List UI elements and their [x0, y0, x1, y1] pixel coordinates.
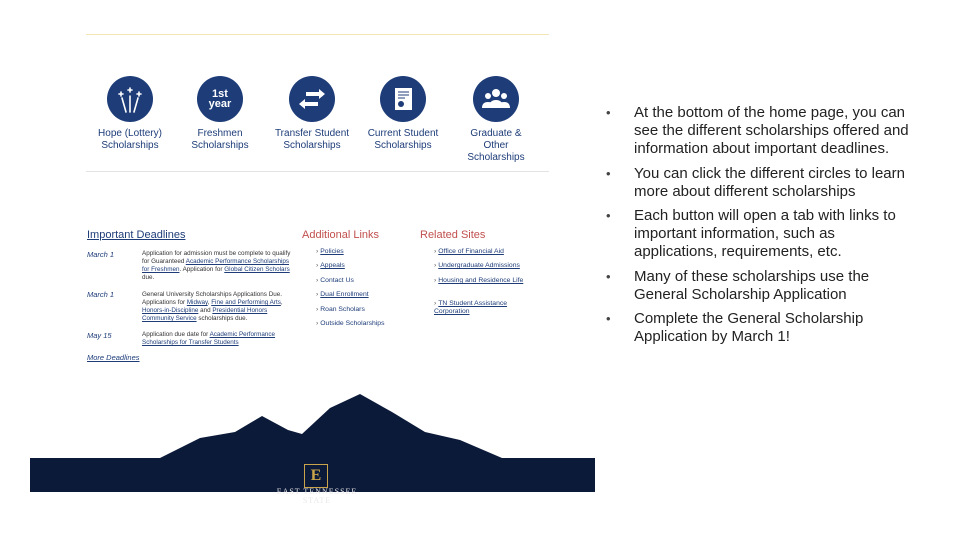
- deadline-link[interactable]: Academic Performance Scholarships for Transfer Students: [142, 331, 276, 346]
- related-site-housing[interactable]: › Housing and Residence Life: [434, 277, 524, 284]
- university-logo: E: [304, 464, 328, 488]
- additional-link-label[interactable]: Dual Enrollment: [320, 291, 369, 298]
- bullet-icon: •: [606, 208, 611, 224]
- additional-links-heading: Additional Links: [302, 229, 380, 241]
- related-site-admissions[interactable]: › Undergraduate Admissions: [434, 262, 520, 269]
- deadline-text-part: ,: [207, 299, 212, 306]
- people-group-icon: [481, 84, 511, 114]
- category-freshmen[interactable]: [173, 76, 267, 152]
- deadline-text-part: scholarships due.: [196, 315, 248, 322]
- deadline-text-part: Application due date for: [142, 331, 210, 338]
- additional-link-label[interactable]: Policies: [320, 248, 344, 255]
- note-item: • Complete the General Scholarship Application by March 1!: [606, 310, 864, 346]
- deadline-link[interactable]: Global Citizen Scholars: [224, 266, 290, 273]
- bullet-icon: •: [606, 268, 611, 284]
- deadline-link[interactable]: Academic Performance Scholarships for Freshmen: [142, 258, 290, 273]
- additional-link-label[interactable]: Roan Scholars: [320, 306, 365, 313]
- category-circle[interactable]: [197, 76, 243, 122]
- additional-link-label[interactable]: Outside Scholarships: [320, 320, 385, 327]
- additional-link-label[interactable]: Contact Us: [320, 277, 354, 284]
- category-current[interactable]: [356, 76, 450, 152]
- category-label: Freshmen Scholarships: [191, 128, 249, 151]
- additional-link-outside[interactable]: › Outside Scholarships: [316, 320, 385, 327]
- university-name: EAST TENNESSEE STATE: [276, 487, 358, 505]
- deadline-text-part: and: [198, 307, 213, 314]
- category-circle[interactable]: [107, 76, 153, 122]
- deadline-text-part: due.: [142, 274, 155, 281]
- note-item: • At the bottom of the home page, you can see the different scholarships offered and information about important deadlines.: [606, 104, 909, 158]
- additional-link-roan[interactable]: › Roan Scholars: [316, 306, 365, 313]
- fireworks-icon: [115, 84, 145, 114]
- deadline-date: May 15: [87, 331, 112, 340]
- category-label: Current Student Scholarships: [367, 128, 439, 151]
- deadline-text-part: Application for admission must be complete to qualify for Guaranteed: [142, 250, 291, 265]
- related-site-label[interactable]: Undergraduate Admissions: [438, 262, 520, 269]
- category-circle[interactable]: [380, 76, 426, 122]
- important-deadlines-heading[interactable]: Important Deadlines: [87, 229, 186, 241]
- category-graduate[interactable]: [449, 76, 543, 164]
- related-site-tsac[interactable]: › TN Student Assistance Corporation: [434, 300, 508, 315]
- top-divider: [86, 34, 549, 35]
- more-deadlines-link[interactable]: More Deadlines: [87, 353, 140, 362]
- section-divider: [86, 171, 549, 172]
- deadline-link[interactable]: Midway: [186, 299, 208, 306]
- deadline-text: [142, 331, 292, 347]
- additional-link-contact[interactable]: › Contact Us: [316, 277, 354, 284]
- additional-link-appeals[interactable]: › Appeals: [316, 262, 345, 269]
- related-sites-heading: Related Sites: [420, 229, 486, 241]
- deadline-text: [142, 291, 292, 323]
- notes-list: [606, 104, 916, 352]
- related-site-financial-aid[interactable]: › Office of Financial Aid: [434, 248, 504, 255]
- certificate-icon: [388, 84, 418, 114]
- related-site-label[interactable]: Office of Financial Aid: [438, 248, 504, 255]
- deadline-link[interactable]: Honors-in-Discipline: [142, 307, 199, 314]
- category-label: Graduate & Other Scholarships: [467, 128, 525, 163]
- deadline-date: March 1: [87, 290, 115, 299]
- note-item: • Each button will open a tab with links to important information, such as applications, requirements, etc.: [606, 207, 896, 261]
- category-hope[interactable]: [83, 76, 177, 152]
- deadline-text-part: General University Scholarships Applications Due. Applications for: [142, 291, 282, 306]
- deadline-text-part: . Application for: [179, 266, 225, 273]
- related-site-label[interactable]: TN Student Assistance Corporation: [434, 300, 508, 315]
- note-item: • Many of these scholarships use the General Scholarship Application: [606, 267, 870, 303]
- category-label: Transfer Student Scholarships: [274, 128, 350, 151]
- deadline-link[interactable]: Presidential Honors Community Service: [142, 307, 268, 322]
- category-circle[interactable]: [473, 76, 519, 122]
- deadline-text-part: ,: [280, 299, 283, 306]
- related-site-label[interactable]: Housing and Residence Life: [438, 277, 524, 284]
- transfer-arrows-icon: [297, 84, 327, 114]
- deadline-date: March 1: [87, 250, 115, 259]
- additional-link-policies[interactable]: › Policies: [316, 248, 344, 255]
- note-item: • You can click the different circles to learn more about different scholarships: [606, 164, 905, 200]
- bullet-icon: •: [606, 105, 611, 120]
- bullet-icon: •: [606, 311, 611, 327]
- category-transfer[interactable]: [265, 76, 359, 152]
- additional-link-dual-enrollment[interactable]: › Dual Enrollment: [316, 291, 369, 298]
- deadline-link[interactable]: Fine and Performing Arts: [211, 299, 281, 306]
- category-label: Hope (Lottery) Scholarships: [98, 128, 162, 151]
- first-year-icon: 1st year: [208, 88, 232, 110]
- deadline-text: [142, 250, 292, 282]
- additional-link-label[interactable]: Appeals: [320, 262, 345, 269]
- bullet-icon: •: [606, 165, 611, 181]
- category-circle[interactable]: [289, 76, 335, 122]
